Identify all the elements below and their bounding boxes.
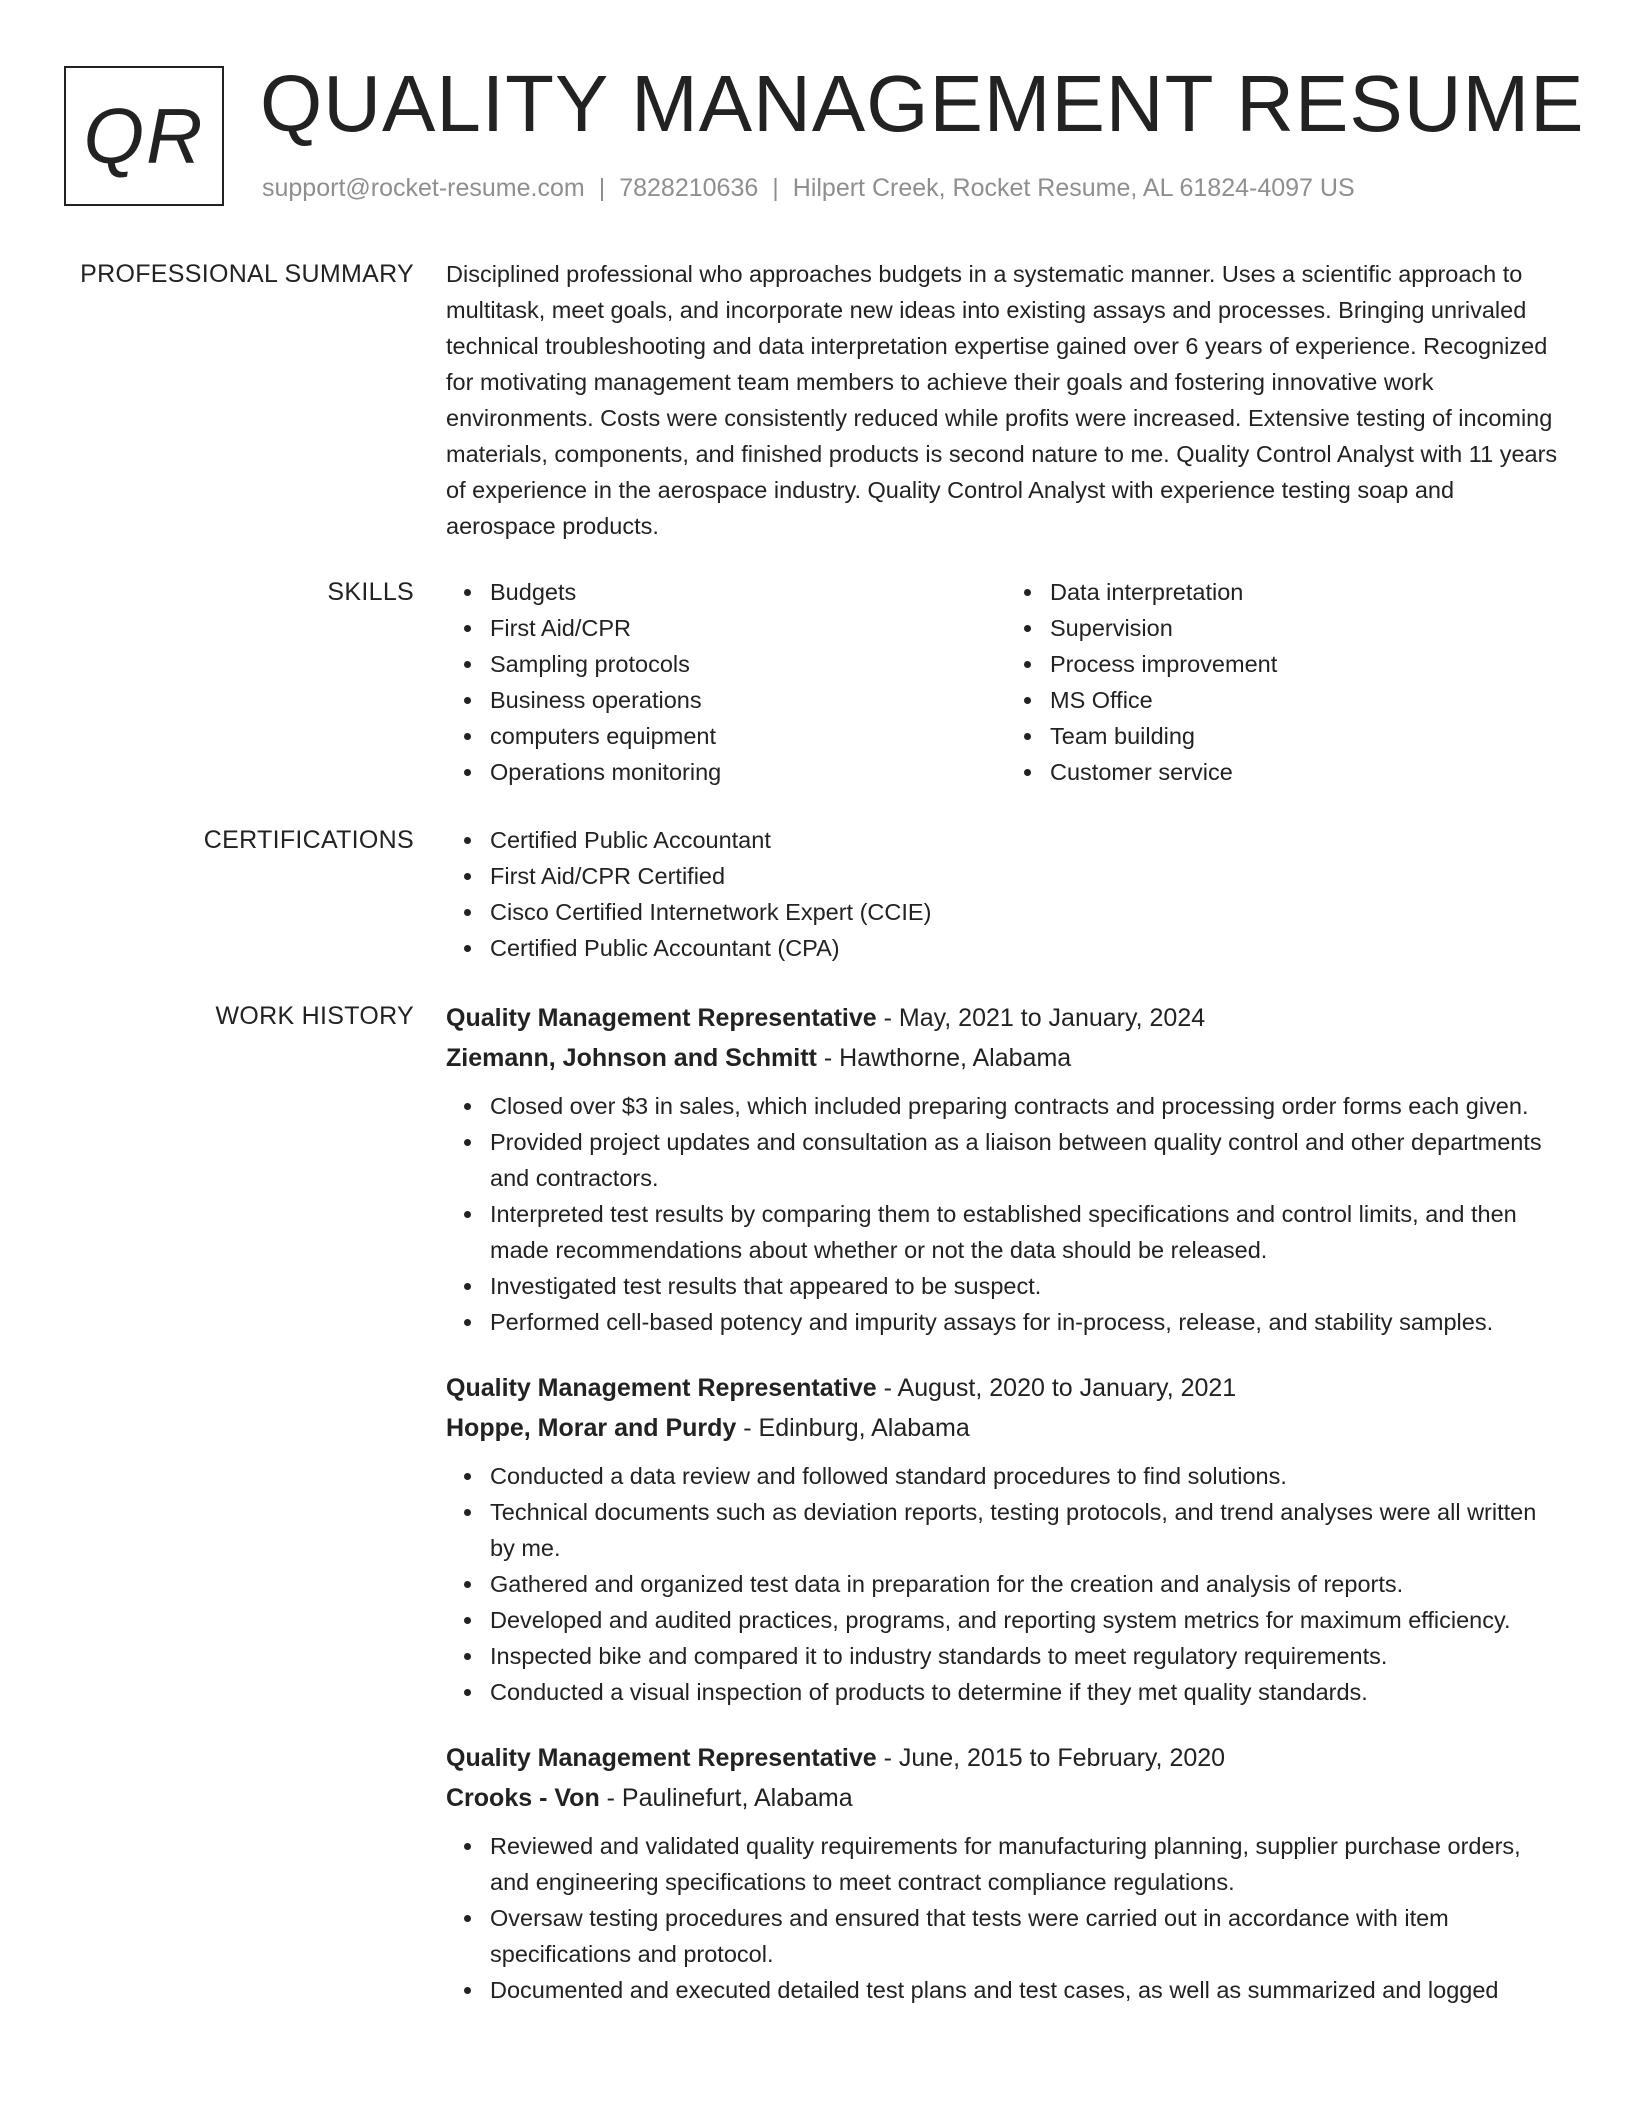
resume-header — [64, 59, 1585, 214]
job-location: - Edinburg, Alabama — [736, 1414, 970, 1442]
skill-item: Supervision — [1050, 610, 1566, 646]
contact-email: support@rocket-resume.com — [262, 174, 585, 202]
resume-title: QUALITY MANAGEMENT RESUME — [260, 59, 1585, 148]
skill-item: computers equipment — [490, 718, 1006, 754]
certification-item: Certified Public Accountant — [490, 822, 1566, 858]
job-dates: - August, 2020 to January, 2021 — [876, 1374, 1237, 1402]
contact-line — [262, 174, 1355, 203]
job-bullets — [446, 1828, 1566, 2008]
skills-list-left — [446, 574, 1006, 790]
job-entry — [446, 1368, 1566, 1710]
skill-item: Budgets — [490, 574, 1006, 610]
skills-columns — [446, 574, 1566, 790]
job-title-line — [446, 1738, 1566, 1778]
contact-separator: | — [598, 174, 606, 202]
job-company-line — [446, 1778, 1566, 1818]
certifications-list — [446, 822, 1566, 966]
summary-text: Disciplined professional who approaches budgets in a systematic manner. Uses a scientific approach to multitask, meet goals, and incorporate new ideas into existing assays and processes. Bringing unrivaled technical troubleshooting and data interpretation expertise gained over 6 years of experience. Recognized for motivating management team members to achieve their goals and fostering innovative work environments. Costs were consistently reduced while profits were increased. Extensive testing of incoming materials, components, and finished products is second nature to me. Quality Control Analyst with 11 years of experience in the aerospace industry. Quality Control Analyst with experience testing soap and aerospace products. — [446, 261, 1558, 539]
section-label: WORK HISTORY — [215, 1002, 414, 1030]
job-bullet: Conducted a data review and followed standard procedures to find solutions. — [490, 1458, 1566, 1494]
job-bullet: Oversaw testing procedures and ensured that tests were carried out in accordance with item specifications and protocol. — [490, 1900, 1566, 1972]
job-dates: - May, 2021 to January, 2024 — [876, 1004, 1206, 1032]
skill-item: First Aid/CPR — [490, 610, 1006, 646]
job-bullet: Performed cell-based potency and impurity assays for in-process, release, and stability samples. — [490, 1304, 1566, 1340]
job-bullet: Investigated test results that appeared to be suspect. — [490, 1268, 1566, 1304]
job-location: - Paulinefurt, Alabama — [599, 1784, 853, 1812]
job-company: Ziemann, Johnson and Schmitt — [446, 1044, 817, 1072]
section-label: SKILLS — [327, 578, 414, 606]
section-body — [446, 998, 1566, 2036]
job-bullet: Conducted a visual inspection of products to determine if they met quality standards. — [490, 1674, 1566, 1710]
job-title: Quality Management Representative — [446, 1744, 877, 1772]
job-title-line — [446, 1368, 1566, 1408]
monogram-logo: QR — [64, 66, 224, 206]
job-bullet: Documented and executed detailed test plans and test cases, as well as summarized and logged — [490, 1972, 1566, 2008]
job-bullet: Developed and audited practices, programs, and reporting system metrics for maximum efficiency. — [490, 1602, 1566, 1638]
job-bullet: Provided project updates and consultation as a liaison between quality control and other departments and contractors. — [490, 1124, 1566, 1196]
skill-item: Team building — [1050, 718, 1566, 754]
contact-address: Hilpert Creek, Rocket Resume, AL 61824-4097 US — [792, 174, 1355, 202]
skill-item: Business operations — [490, 682, 1006, 718]
skill-item: MS Office — [1050, 682, 1566, 718]
section-body — [446, 574, 1566, 790]
job-bullets — [446, 1458, 1566, 1710]
job-title-line — [446, 998, 1566, 1038]
certification-item: Certified Public Accountant (CPA) — [490, 930, 1566, 966]
section-label: PROFESSIONAL SUMMARY — [80, 260, 414, 288]
skill-item: Customer service — [1050, 754, 1566, 790]
skill-item: Data interpretation — [1050, 574, 1566, 610]
job-company: Hoppe, Morar and Purdy — [446, 1414, 737, 1442]
job-company-line — [446, 1038, 1566, 1078]
job-entry — [446, 1738, 1566, 2008]
certification-item: Cisco Certified Internetwork Expert (CCIE) — [490, 894, 1566, 930]
job-entry — [446, 998, 1566, 1340]
job-company-line — [446, 1408, 1566, 1448]
skill-item: Process improvement — [1050, 646, 1566, 682]
job-dates: - June, 2015 to February, 2020 — [876, 1744, 1226, 1772]
job-bullet: Interpreted test results by comparing them to established specifications and control limits, and then made recommendations about whether or not the data should be released. — [490, 1196, 1566, 1268]
job-title: Quality Management Representative — [446, 1374, 877, 1402]
job-bullet: Reviewed and validated quality requirements for manufacturing planning, supplier purchase orders, and engineering specifications to meet contract compliance regulations. — [490, 1828, 1566, 1900]
skill-item: Operations monitoring — [490, 754, 1006, 790]
contact-phone: 7828210636 — [619, 174, 759, 202]
section-body — [446, 822, 1566, 966]
job-bullets — [446, 1088, 1566, 1340]
contact-separator: | — [772, 174, 779, 202]
job-location: - Hawthorne, Alabama — [816, 1044, 1072, 1072]
job-bullet: Gathered and organized test data in preparation for the creation and analysis of reports. — [490, 1566, 1566, 1602]
certification-item: First Aid/CPR Certified — [490, 858, 1566, 894]
section-label: CERTIFICATIONS — [203, 826, 414, 854]
section-body — [446, 256, 1566, 544]
skill-item: Sampling protocols — [490, 646, 1006, 682]
job-title: Quality Management Representative — [446, 1004, 877, 1032]
job-bullet: Inspected bike and compared it to industry standards to meet regulatory requirements. — [490, 1638, 1566, 1674]
job-bullet: Technical documents such as deviation reports, testing protocols, and trend analyses were all written by me. — [490, 1494, 1566, 1566]
skills-list-right — [1006, 574, 1566, 790]
job-bullet: Closed over $3 in sales, which included preparing contracts and processing order forms each given. — [490, 1088, 1566, 1124]
job-company: Crooks - Von — [446, 1784, 600, 1812]
